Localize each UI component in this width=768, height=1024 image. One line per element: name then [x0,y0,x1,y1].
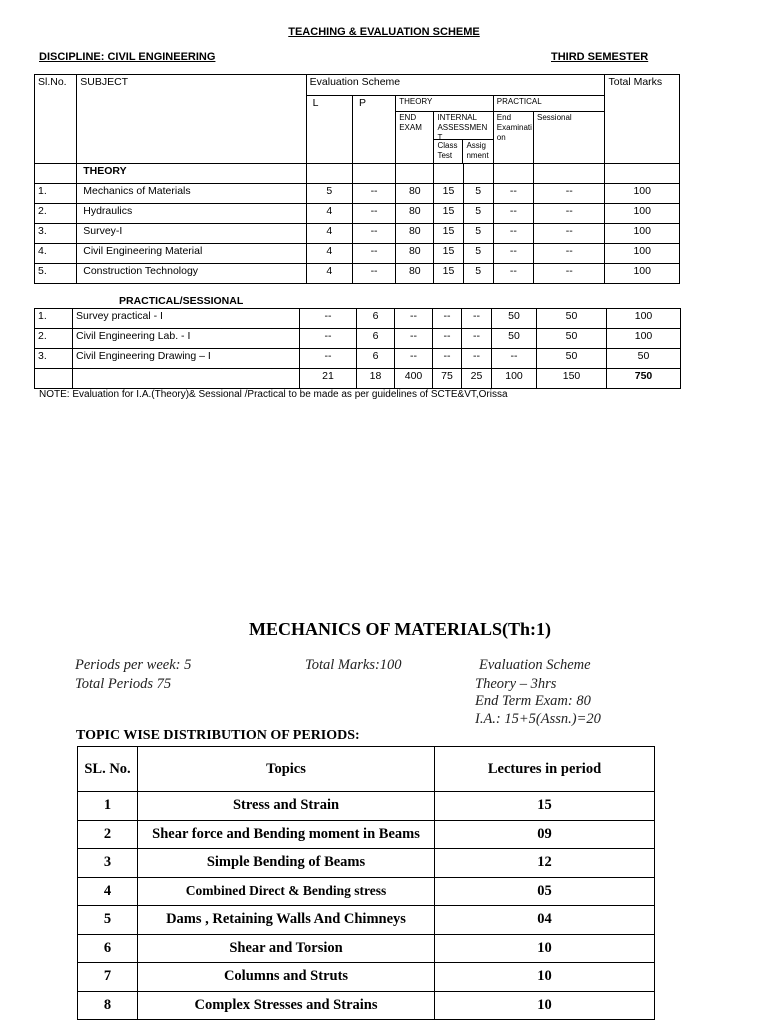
topic-lectures: 10 [435,991,655,1020]
header-practical: PRACTICAL [493,96,605,112]
internal-assessment: I.A.: 15+5(Assn.)=20 [475,711,601,727]
row-end-exam: -- [395,309,433,329]
topic-slno: 8 [78,991,138,1020]
topic-lectures: 10 [435,934,655,963]
row-sessional: 50 [537,309,607,329]
row-practical-end: -- [493,184,533,204]
row-subject: Civil Engineering Drawing – I [73,349,300,369]
header-p: P [352,96,395,164]
topics-table [77,746,655,1020]
discipline-label: DISCIPLINE: CIVIL ENGINEERING [39,51,216,63]
row-slno: 2. [35,329,73,349]
row-p: -- [352,244,395,264]
topic-row [78,849,655,878]
row-sessional: 50 [537,329,607,349]
row-assignment: 5 [463,224,493,244]
row-l: 4 [306,204,352,224]
semester-label: THIRD SEMESTER [551,51,649,63]
total-pe: 100 [492,369,537,389]
row-class-test: -- [433,309,462,329]
row-practical-end: -- [493,224,533,244]
row-total: 100 [605,204,680,224]
row-slno: 5. [35,264,77,284]
row-sessional: 50 [537,349,607,369]
row-subject: Civil Engineering Material [77,244,306,264]
row-total: 100 [605,244,680,264]
topic-lectures: 10 [435,963,655,992]
row-slno: 3. [35,224,77,244]
row-total: 50 [607,349,681,369]
row-class-test: 15 [434,184,463,204]
row-p: 6 [357,329,395,349]
theory-row [35,244,680,264]
row-slno: 3. [35,349,73,369]
row-total: 100 [605,184,680,204]
row-sessional: -- [534,184,605,204]
row-class-test: 15 [434,204,463,224]
end-term-exam: End Term Exam: 80 [475,693,591,709]
topic-slno: 1 [78,792,138,821]
row-class-test: -- [433,329,462,349]
row-total: 100 [607,309,681,329]
row-end-exam: 80 [396,264,434,284]
row-assignment: 5 [463,264,493,284]
topic-name: Combined Direct & Bending stress [138,877,435,906]
row-class-test: 15 [434,264,463,284]
row-sessional: -- [534,204,605,224]
row-l: -- [300,309,357,329]
total-ses: 150 [537,369,607,389]
row-sessional: -- [534,224,605,244]
theory-row [35,204,680,224]
theory-section-label: THEORY [77,164,306,184]
practical-row [35,309,681,329]
topic-slno: 4 [78,877,138,906]
subject-title: MECHANICS OF MATERIALS(Th:1) [248,619,552,639]
topic-slno: 2 [78,820,138,849]
evaluation-scheme: Evaluation Scheme [479,657,591,673]
topic-slno: 3 [78,849,138,878]
topic-lectures: 09 [435,820,655,849]
row-l: 4 [306,264,352,284]
total-p: 18 [357,369,395,389]
row-p: 6 [357,309,395,329]
header-theory: THEORY [396,96,494,112]
total-marks: Total Marks:100 [305,657,402,673]
topic-name: Shear force and Bending moment in Beams [138,820,435,849]
topic-row [78,963,655,992]
header-end-exam: END EXAM [396,112,434,164]
scheme-table-practical [34,308,681,389]
row-practical-end: 50 [492,309,537,329]
topics-header-row [78,747,655,792]
row-class-test: 15 [434,244,463,264]
row-practical-end: -- [493,204,533,224]
row-class-test: -- [433,349,462,369]
practical-row [35,349,681,369]
row-end-exam: 80 [396,184,434,204]
total-ct: 75 [433,369,462,389]
topic-name: Shear and Torsion [138,934,435,963]
row-assignment: -- [462,309,492,329]
row-subject: Hydraulics [77,204,306,224]
row-subject: Civil Engineering Lab. - I [73,329,300,349]
topics-col-lectures: Lectures in period [435,747,655,792]
row-l: -- [300,349,357,369]
row-p: -- [352,184,395,204]
row-class-test: 15 [434,224,463,244]
topic-lectures: 12 [435,849,655,878]
row-subject: Survey-I [77,224,306,244]
practical-row [35,329,681,349]
theory-row [35,264,680,284]
row-l: 5 [306,184,352,204]
header-total-marks: Total Marks [605,75,680,164]
topic-slno: 6 [78,934,138,963]
header-evaluation-scheme: Evaluation Scheme [306,75,605,96]
periods-per-week: Periods per week: 5 [75,657,192,673]
row-end-exam: -- [395,349,433,369]
row-slno: 1. [35,184,77,204]
internal-assessment-label: INTERNAL ASSESSMEN T [437,113,488,142]
row-l: -- [300,329,357,349]
row-subject: Survey practical - I [73,309,300,329]
row-slno: 1. [35,309,73,329]
topic-row [78,877,655,906]
row-end-exam: -- [395,329,433,349]
row-l: 4 [306,244,352,264]
row-practical-end: -- [493,244,533,264]
topic-row [78,820,655,849]
header-internal-assessment [434,112,493,164]
row-sessional: -- [534,264,605,284]
row-end-exam: 80 [396,244,434,264]
grand-total: 750 [607,369,681,389]
header-sessional: Sessional [534,112,605,164]
total-periods: Total Periods 75 [75,676,172,692]
topics-col-topics: Topics [138,747,435,792]
row-sessional: -- [534,244,605,264]
note-text: NOTE: Evaluation for I.A.(Theory)& Sessional /Practical to be made as per guidelines of SCTE&VT,Orissa [39,389,508,400]
row-assignment: 5 [463,184,493,204]
row-assignment: -- [462,349,492,369]
row-p: -- [352,204,395,224]
topic-row [78,792,655,821]
header-subject: SUBJECT [77,75,306,164]
practical-section-label: PRACTICAL/SESSIONAL [119,295,244,307]
total-end: 400 [395,369,433,389]
topic-row [78,906,655,935]
row-end-exam: 80 [396,204,434,224]
row-total: 100 [605,264,680,284]
topic-slno: 5 [78,906,138,935]
row-p: -- [352,264,395,284]
header-class-test: Class Test [434,140,463,163]
row-p: -- [352,224,395,244]
topic-row [78,934,655,963]
topics-col-slno: SL. No. [78,747,138,792]
header-assignment: Assig nment [466,141,489,160]
row-total: 100 [605,224,680,244]
total-l: 21 [300,369,357,389]
document-title: TEACHING & EVALUATION SCHEME [288,26,480,38]
topic-name: Complex Stresses and Strains [138,991,435,1020]
row-end-exam: 80 [396,224,434,244]
total-as: 25 [462,369,492,389]
row-practical-end: 50 [492,329,537,349]
theory-hours: Theory – 3hrs [475,676,557,692]
topic-row [78,991,655,1020]
topic-lectures: 04 [435,906,655,935]
row-subject: Construction Technology [77,264,306,284]
row-slno: 2. [35,204,77,224]
topic-name: Dams , Retaining Walls And Chimneys [138,906,435,935]
row-slno: 4. [35,244,77,264]
row-practical-end: -- [492,349,537,369]
header-slno: Sl.No. [35,75,77,164]
topic-name: Stress and Strain [138,792,435,821]
topic-heading: TOPIC WISE DISTRIBUTION OF PERIODS: [76,728,360,743]
theory-row [35,224,680,244]
topic-lectures: 05 [435,877,655,906]
row-assignment: -- [462,329,492,349]
row-assignment: 5 [463,244,493,264]
scheme-table-theory [34,74,680,284]
row-assignment: 5 [463,204,493,224]
header-l: L [306,96,352,164]
totals-row [35,369,681,389]
topic-slno: 7 [78,963,138,992]
row-p: 6 [357,349,395,369]
row-total: 100 [607,329,681,349]
topic-name: Simple Bending of Beams [138,849,435,878]
row-practical-end: -- [493,264,533,284]
header-end-examination: End Examinati on [493,112,533,164]
row-l: 4 [306,224,352,244]
row-subject: Mechanics of Materials [77,184,306,204]
topic-name: Columns and Struts [138,963,435,992]
topic-lectures: 15 [435,792,655,821]
theory-row [35,184,680,204]
